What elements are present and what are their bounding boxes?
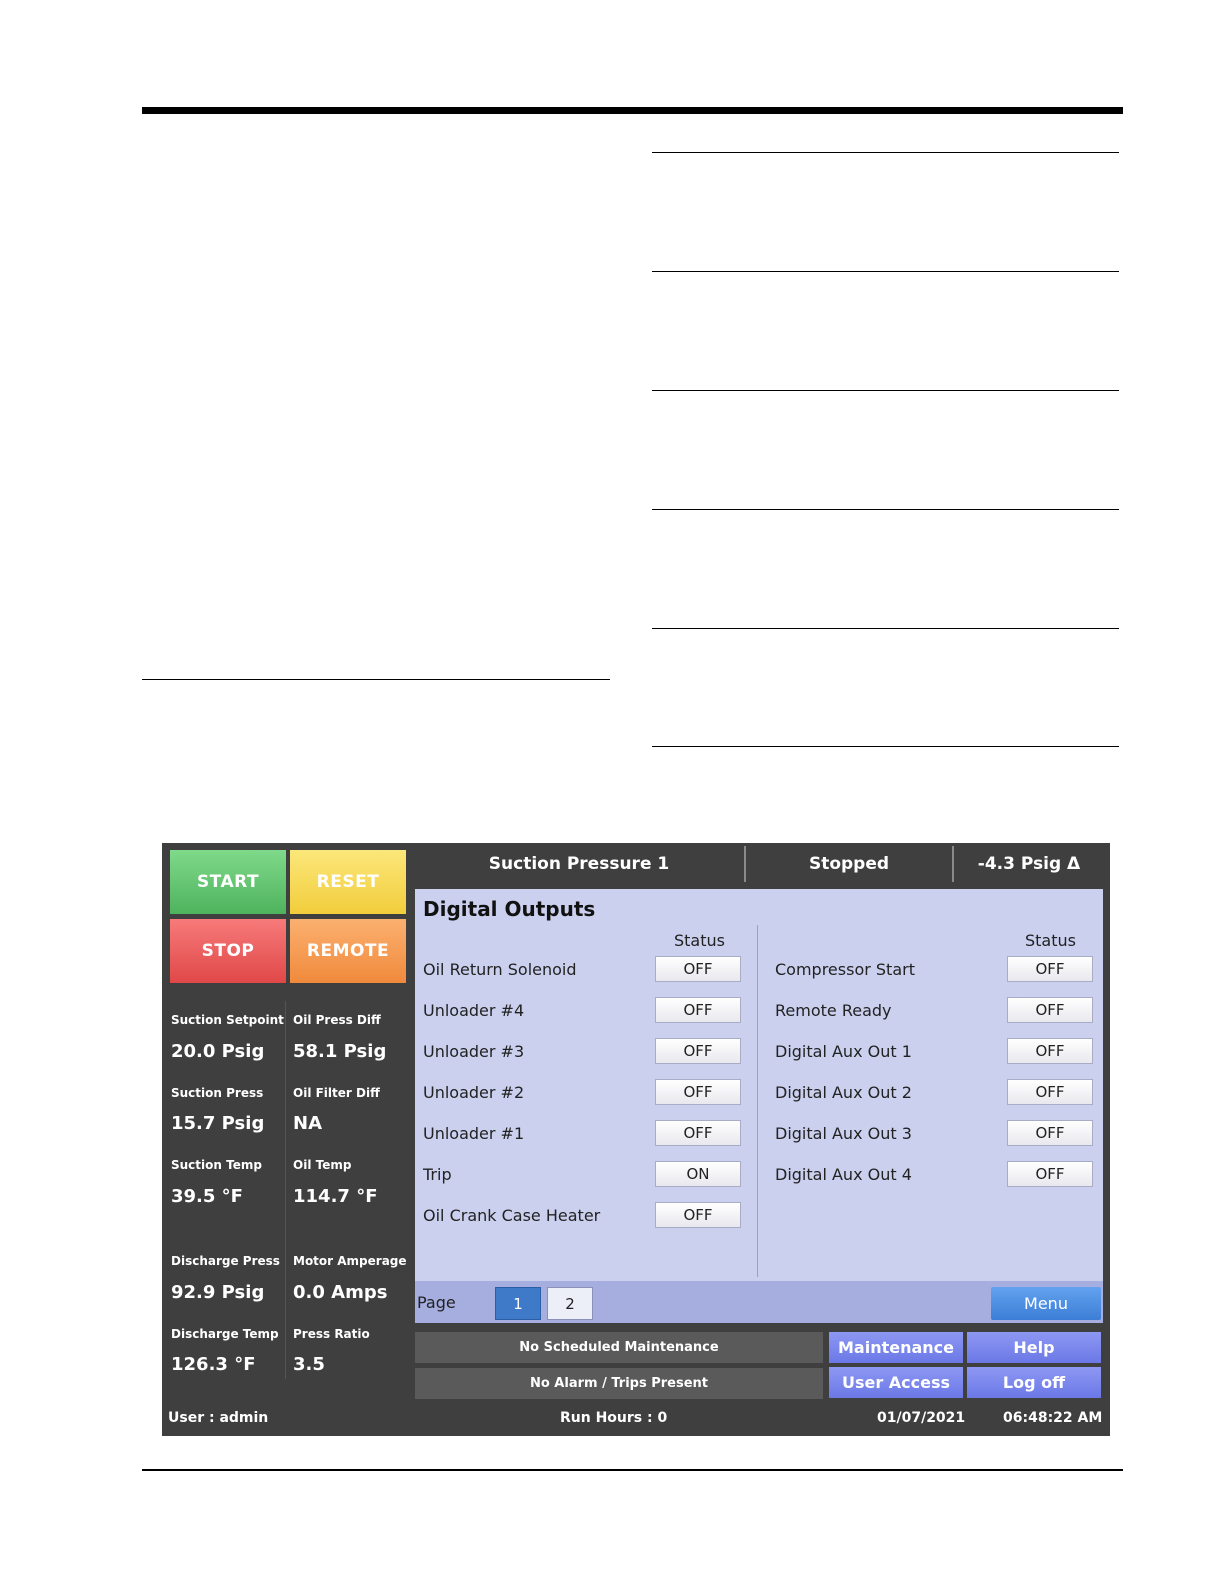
metric-label: Discharge Press bbox=[171, 1254, 280, 1268]
page-label: Page bbox=[417, 1293, 456, 1312]
screen-title: Digital Outputs bbox=[423, 897, 596, 921]
output-status-button[interactable]: OFF bbox=[655, 1038, 741, 1064]
output-status-button[interactable]: ON bbox=[655, 1161, 741, 1187]
rule-line bbox=[652, 746, 1119, 747]
status-column-header: Status bbox=[674, 931, 725, 950]
metric-value: 20.0 Psig bbox=[171, 1041, 265, 1062]
metric-value: 58.1 Psig bbox=[293, 1041, 387, 1062]
status-column-header: Status bbox=[1025, 931, 1076, 950]
output-label: Trip bbox=[423, 1165, 452, 1184]
metric-label: Suction Temp bbox=[171, 1158, 262, 1172]
metric-value: 15.7 Psig bbox=[171, 1113, 265, 1134]
reset-button[interactable]: RESET bbox=[290, 850, 406, 914]
metric-value: 39.5 °F bbox=[171, 1186, 243, 1207]
output-status-button[interactable]: OFF bbox=[1007, 997, 1093, 1023]
column-divider bbox=[757, 925, 758, 1277]
delta-header: -4.3 Psig Δ bbox=[977, 854, 1081, 874]
output-label: Oil Return Solenoid bbox=[423, 960, 577, 979]
current-date: 01/07/2021 bbox=[877, 1410, 966, 1426]
alarm-status: No Alarm / Trips Present bbox=[415, 1368, 823, 1399]
hmi-panel bbox=[162, 843, 1110, 1436]
output-status-button[interactable]: OFF bbox=[1007, 1038, 1093, 1064]
page-2-button[interactable]: 2 bbox=[547, 1287, 593, 1320]
pager-bar bbox=[415, 1281, 1103, 1323]
metric-value: 126.3 °F bbox=[171, 1354, 256, 1375]
current-user: User : admin bbox=[168, 1410, 269, 1426]
user-access-button[interactable]: User Access bbox=[829, 1367, 963, 1398]
menu-button[interactable]: Menu bbox=[991, 1287, 1101, 1320]
output-status-button[interactable]: OFF bbox=[655, 1079, 741, 1105]
output-status-button[interactable]: OFF bbox=[1007, 1120, 1093, 1146]
output-label: Unloader #3 bbox=[423, 1042, 525, 1061]
top-rule bbox=[142, 107, 1123, 114]
metric-label: Oil Temp bbox=[293, 1158, 352, 1172]
output-status-button[interactable]: OFF bbox=[1007, 1161, 1093, 1187]
metric-value: 114.7 °F bbox=[293, 1186, 378, 1207]
output-label: Digital Aux Out 4 bbox=[775, 1165, 912, 1184]
metric-label: Suction Setpoint bbox=[171, 1013, 284, 1027]
bottom-rule bbox=[142, 1469, 1123, 1471]
output-status-button[interactable]: OFF bbox=[655, 956, 741, 982]
current-time: 06:48:22 AM bbox=[1003, 1410, 1103, 1426]
output-status-button[interactable]: OFF bbox=[1007, 1079, 1093, 1105]
output-label: Digital Aux Out 1 bbox=[775, 1042, 912, 1061]
metric-value: NA bbox=[293, 1113, 322, 1134]
output-label: Digital Aux Out 2 bbox=[775, 1083, 912, 1102]
maintenance-status: No Scheduled Maintenance bbox=[415, 1332, 823, 1363]
log-off-button[interactable]: Log off bbox=[967, 1367, 1101, 1398]
output-label: Compressor Start bbox=[775, 960, 915, 979]
rule-line bbox=[652, 390, 1119, 391]
stop-button[interactable]: STOP bbox=[170, 919, 286, 983]
metric-value: 3.5 bbox=[293, 1354, 325, 1375]
start-button[interactable]: START bbox=[170, 850, 286, 914]
output-label: Unloader #2 bbox=[423, 1083, 525, 1102]
rule-line bbox=[652, 509, 1119, 510]
state-header: Stopped bbox=[808, 854, 890, 874]
rule-line bbox=[652, 271, 1119, 272]
metric-value: 0.0 Amps bbox=[293, 1282, 388, 1303]
digital-outputs-screen bbox=[415, 889, 1103, 1281]
output-status-button[interactable]: OFF bbox=[1007, 956, 1093, 982]
metric-value: 92.9 Psig bbox=[171, 1282, 265, 1303]
output-status-button[interactable]: OFF bbox=[655, 997, 741, 1023]
metric-label: Press Ratio bbox=[293, 1327, 370, 1341]
page-1-button[interactable]: 1 bbox=[495, 1287, 541, 1320]
remote-button[interactable]: REMOTE bbox=[290, 919, 406, 983]
control-mode-header: Suction Pressure 1 bbox=[488, 854, 670, 874]
metric-label: Oil Filter Diff bbox=[293, 1086, 380, 1100]
output-label: Digital Aux Out 3 bbox=[775, 1124, 912, 1143]
rule-line bbox=[652, 628, 1119, 629]
output-status-button[interactable]: OFF bbox=[655, 1202, 741, 1228]
output-label: Remote Ready bbox=[775, 1001, 892, 1020]
metric-label: Discharge Temp bbox=[171, 1327, 279, 1341]
metric-label: Suction Press bbox=[171, 1086, 264, 1100]
maintenance-button[interactable]: Maintenance bbox=[829, 1332, 963, 1363]
output-label: Unloader #4 bbox=[423, 1001, 525, 1020]
rule-line bbox=[142, 679, 610, 680]
output-label: Unloader #1 bbox=[423, 1124, 525, 1143]
metric-label: Oil Press Diff bbox=[293, 1013, 381, 1027]
run-hours: Run Hours : 0 bbox=[560, 1410, 668, 1426]
help-button[interactable]: Help bbox=[967, 1332, 1101, 1363]
rule-line bbox=[652, 152, 1119, 153]
output-label: Oil Crank Case Heater bbox=[423, 1206, 601, 1225]
output-status-button[interactable]: OFF bbox=[655, 1120, 741, 1146]
metrics-divider bbox=[285, 1001, 286, 1379]
metric-label: Motor Amperage bbox=[293, 1254, 407, 1268]
